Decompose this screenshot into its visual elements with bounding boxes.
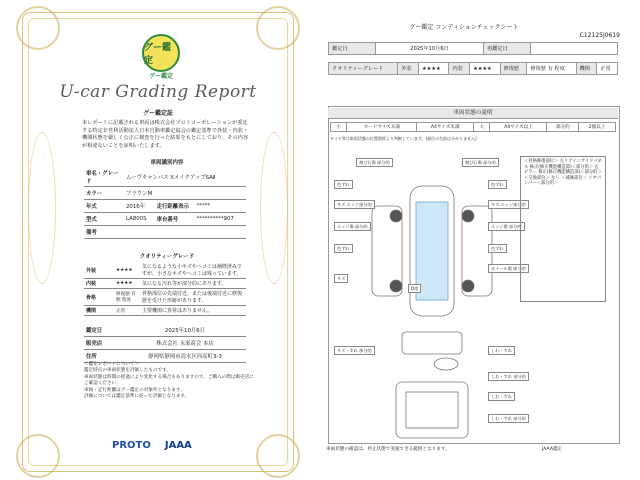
ornament-top-right (256, 6, 300, 50)
vehicle-key: 備考 (84, 226, 124, 239)
quality-table (84, 262, 246, 316)
table-row (84, 187, 246, 200)
damage-tag: キズ エッジ部分的 (488, 200, 529, 209)
badge-caption: グー鑑定 (148, 73, 173, 80)
vehicle-key: 車名・グレード (84, 168, 124, 187)
wheel-icon (390, 280, 402, 292)
damage-tag: D席 (408, 284, 421, 293)
quality-col: 修復歴 有 程度 (527, 63, 576, 75)
damage-tag: キズ (334, 274, 348, 283)
vehicle-value: ムーヴキャンバス XメイクアップSAⅡ (124, 168, 246, 187)
quality-desc: 主要機関に異常はありません。 (140, 306, 246, 316)
table-row (84, 226, 246, 239)
legend-item: カードサイズ未満 (347, 123, 417, 132)
vehicle-key: 型式 (84, 213, 124, 226)
note-item: 評価については鑑定基準に従った評価となります。 (84, 394, 190, 400)
table-row (84, 168, 246, 187)
quality-desc: 気になるような小キズやヘコミは補修済みですが、小さなキズやヘコミは残っています。 (140, 262, 246, 279)
table-row (84, 324, 246, 337)
vehicle-key: カラー (84, 187, 124, 200)
vehicle-value (124, 226, 246, 239)
car-seats (406, 392, 458, 428)
table-row (84, 279, 246, 289)
address-label: 住所 (84, 350, 124, 363)
quality-stars: 修復歴 有無 程度 (114, 289, 140, 306)
table-row (84, 213, 246, 226)
damage-tag: しわ・すれ 部分的 (488, 414, 529, 423)
quality-col: 外装 (398, 63, 419, 75)
vehicle-key: 車台番号 (155, 213, 195, 226)
wheel-icon (462, 210, 474, 222)
vehicle-value: LA800S (124, 213, 155, 226)
wheel-icon (462, 280, 474, 292)
vehicle-table (84, 168, 246, 239)
damage-tag: ホイール傷 部分的 (488, 264, 529, 273)
table-row (84, 262, 246, 279)
legend-note: タイヤ等は車両状態の位置関係より判断しています。(部位の名前は分かりません) (330, 136, 477, 141)
quality-col: ★★★★ (419, 63, 449, 75)
legend-item: A4サイズ以上 (490, 123, 547, 132)
repair-notes: ＜骨格修復部位＞ 左リアインサイドパネル 修正(修正機能構造部)＜部分的＞ 左ピラー 修正(修正機能構造部)＜部分的＞ ＜交換部位＞ なし ＜補修部位＞ リヤパンパー＜部分的＞ (520, 156, 606, 302)
wheel-icon (390, 210, 402, 222)
reinspect-value (531, 43, 618, 55)
ornament-bottom-right (256, 434, 300, 478)
date-label: 鑑定日 (329, 43, 376, 55)
steering-wheel-icon (434, 358, 458, 370)
note-item: 車検・走行距離はグー鑑定の対象外となります。 (84, 387, 185, 393)
quality-col: 機関 (576, 63, 597, 75)
seller-table (84, 324, 246, 363)
legend-table (330, 122, 616, 132)
quality-label: クオリティーグレード (329, 63, 398, 75)
quality-key: 外装 (84, 262, 114, 279)
damage-tag: キズ エッジ部分的 (334, 200, 375, 209)
sheet-title: グー鑑定 コンディションチェックシート (409, 24, 519, 31)
seller-value: 株式会社 永楽商会 本店 (124, 337, 246, 350)
jaaa-logo: JAAA (164, 440, 192, 451)
damage-tag: しわ・すれ (488, 392, 515, 401)
certificate-title: U-car Grading Report (59, 82, 257, 102)
legend-item: A4サイズ未満 (417, 123, 474, 132)
vehicle-value: **********907 (195, 213, 246, 226)
table-row (331, 123, 616, 132)
table-row (329, 63, 618, 75)
vehicle-section-heading: 車両識別内容 (150, 160, 184, 166)
sheet-footnote-sign: JAAA鑑定 (542, 447, 563, 452)
ornament-left (28, 132, 56, 284)
grading-certificate (22, 12, 294, 472)
car-interior (396, 382, 468, 438)
vehicle-key: 走行距離表示 (155, 200, 195, 213)
certificate-subtitle: グー鑑定証 (142, 110, 173, 117)
ornament-right (260, 132, 288, 284)
condition-check-sheet (312, 24, 620, 468)
table-row (84, 200, 246, 213)
damage-tag: 色ずれ (334, 180, 353, 189)
diagram-title: 車両状態の説明 (328, 108, 618, 119)
quality-desc: 気になる汚れ等が部分的にあります。 (140, 279, 246, 289)
damage-tag: 飛び石傷 部分的 (356, 158, 393, 167)
car-front-view (402, 332, 462, 354)
badge-label: グー鑑定 (144, 43, 172, 66)
quality-col: 修復歴 (500, 63, 527, 75)
legend-item: 大 (474, 123, 490, 132)
sheet-footnote: 車両状態の確認は、停止状態で実施できる範囲となります。 (326, 447, 450, 452)
table-row (84, 306, 246, 316)
reinspect-label: 再鑑定日 (484, 43, 531, 55)
quality-col: 内装 (449, 63, 470, 75)
goo-badge-logo (142, 34, 180, 80)
damage-tag: キズ・すれ 部分的 (334, 346, 375, 355)
seller-label: 販売店 (84, 337, 124, 350)
legend-item: 部分的 (547, 123, 579, 132)
legend-item: 2個以上 (579, 123, 616, 132)
damage-tag: エッジ傷 部分的 (488, 222, 525, 231)
damage-tag: 色ずれ (488, 244, 507, 253)
quality-key: 機関 (84, 306, 114, 316)
quality-key: 内装 (84, 279, 114, 289)
table-row (84, 289, 246, 306)
vehicle-value: ブラウンM (124, 187, 246, 200)
notes-title: ＜鑑定レポートについて＞ (84, 362, 140, 367)
vehicle-key: 年式 (84, 200, 124, 213)
quality-desc: 骨格部位の先端付近、または後端付近に修復歴を受けた形跡があります。 (140, 289, 246, 306)
legend-item: 小 (331, 123, 347, 132)
damage-tag: 色ずれ (488, 180, 507, 189)
certificate-notes (84, 362, 254, 400)
table-row (329, 43, 618, 55)
date-value: 2025年10月6日 (376, 43, 484, 55)
quality-key: 骨格 (84, 289, 114, 306)
damage-tag: 色ずれ (334, 244, 353, 253)
quality-section-heading: クオリティーグレード (139, 254, 195, 260)
certificate-intro: 本レポートに記載される車両は株式会社プロトコーポレーションが委託する特定非営利活動法人日本自動車鑑定協会の鑑定基準で外装・内装・機関状態を厳しく公正に検査を行った結果をもとにしており、その内容が相違ないことを証明いたします。 (82, 120, 249, 149)
quality-stars: ★★★★ (114, 279, 140, 289)
date-value: 2025年10月6日 (124, 324, 246, 337)
ornament-top-left (16, 6, 60, 50)
sheet-id: C12125J0619 (579, 32, 620, 39)
ornament-bottom-left (16, 434, 60, 478)
address-value: 静岡県静岡市清水区西高町3-3 (124, 350, 246, 363)
date-label: 鑑定日 (84, 324, 124, 337)
vehicle-value: 2016年 (124, 200, 155, 213)
quality-stars: ★★★★ (114, 262, 140, 279)
quality-col: 正常 (597, 63, 618, 75)
sheet-date-table (328, 42, 618, 55)
quality-col: ★★★★ (470, 63, 500, 75)
proto-logo: PROTO (112, 440, 151, 451)
footer-logos (112, 440, 192, 451)
damage-tag: 飛び石傷 部分的 (462, 158, 499, 167)
damage-tag: しわ・すれ 部分的 (488, 372, 529, 381)
table-row (84, 350, 246, 363)
note-item: 鑑定時点の車両状態を評価したものです。 (84, 368, 171, 374)
table-row (84, 337, 246, 350)
sheet-quality-table (328, 62, 618, 75)
damage-tag: エッジ傷 部分的 (334, 222, 371, 231)
vehicle-value: ***** (195, 200, 246, 213)
note-item: 車両状態は時間の経過により変化する場合もありますので、ご購入の際は販売店にご確認ください。 (84, 374, 254, 387)
quality-stars: 正常 (114, 306, 140, 316)
damage-tag: しわ・すれ (488, 346, 515, 355)
